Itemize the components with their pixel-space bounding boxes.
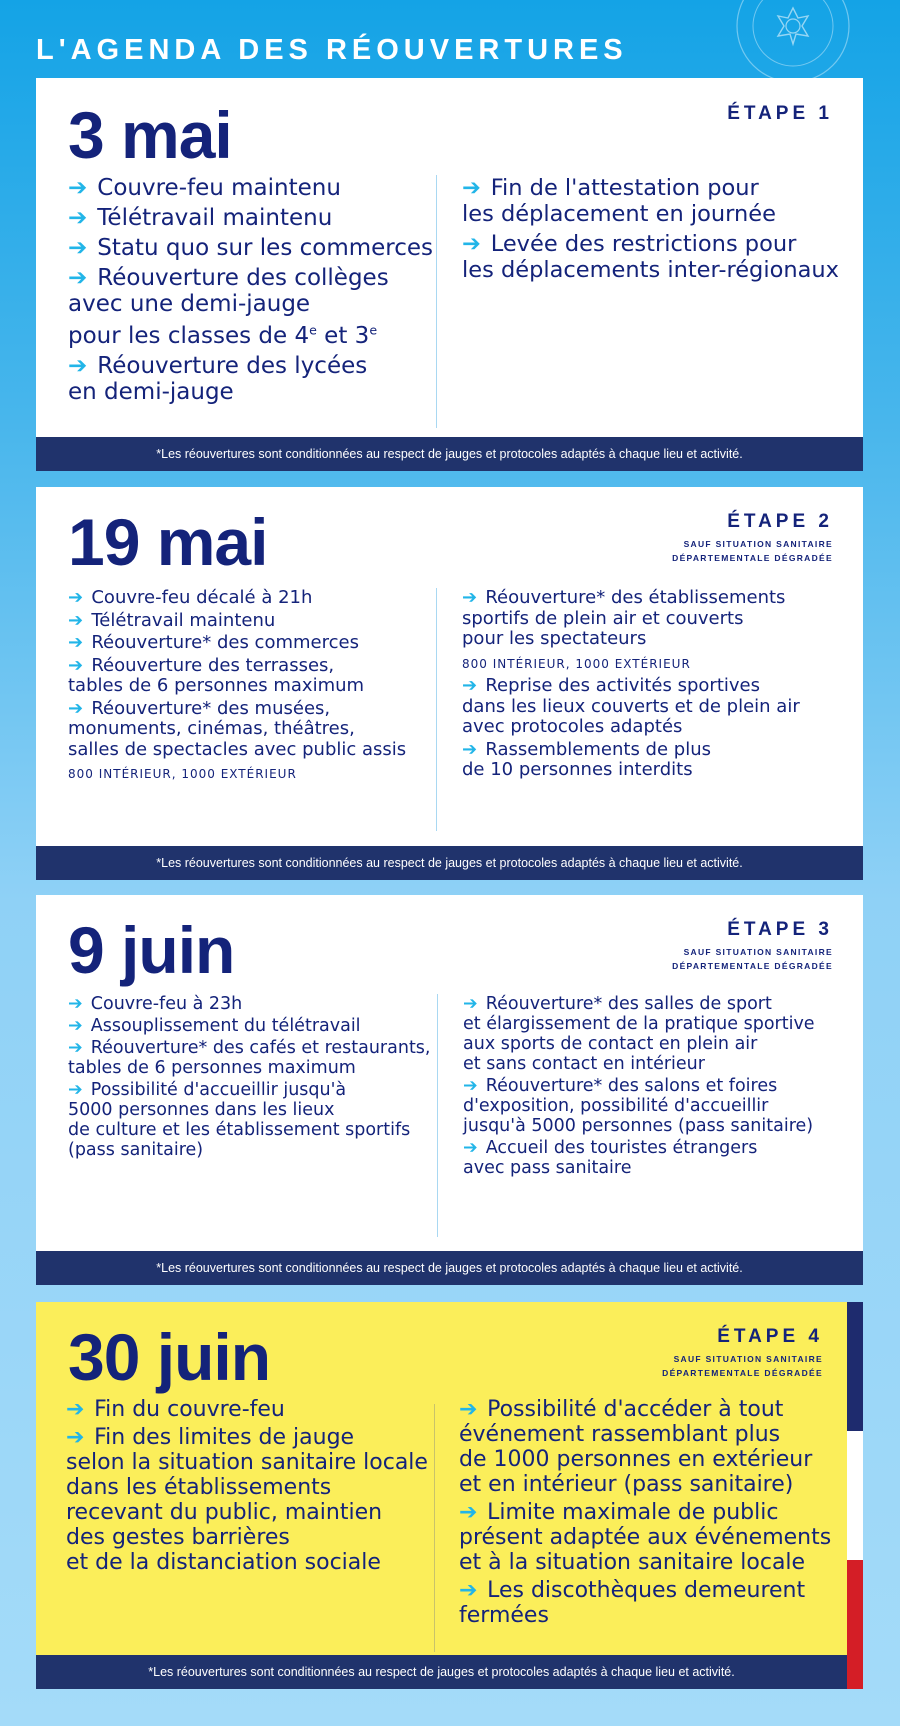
arrow-right-icon: ➔ — [68, 235, 96, 261]
arrow-right-icon: ➔ — [68, 654, 90, 676]
arrow-right-icon: ➔ — [68, 175, 96, 201]
list-item — [68, 656, 448, 697]
arrow-right-icon: ➔ — [68, 697, 90, 719]
list-item-text: Réouverture* des salons et foires d'exposition, possibilité d'accueillir jusqu'à 5000 personnes (pass sanitaire) — [463, 1076, 814, 1136]
list-item — [68, 235, 448, 261]
list-item — [66, 1397, 436, 1422]
list-item — [66, 1425, 436, 1575]
step-card-2 — [36, 487, 863, 880]
arrow-right-icon: ➔ — [68, 632, 90, 653]
footnote-bar: *Les réouvertures sont conditionnées au respect de jauges et protocoles adaptés à chaque lieu et activité. — [36, 437, 863, 471]
step-label — [662, 1326, 823, 1380]
step-label — [672, 511, 833, 565]
list-item — [459, 1397, 844, 1497]
step-condition-line-1: SAUF SITUATION SANITAIRE — [683, 947, 833, 957]
step-number: ÉTAPE 2 — [727, 511, 833, 532]
list-item-text: Fin du couvre-feu — [94, 1397, 285, 1422]
arrow-right-icon: ➔ — [68, 1080, 89, 1100]
arrow-right-icon: ➔ — [68, 352, 96, 379]
step-condition — [662, 1352, 823, 1380]
arrow-right-icon: ➔ — [463, 994, 484, 1014]
list-item-text: Réouverture des lycées en demi-jauge — [68, 352, 368, 405]
step-label — [672, 919, 833, 973]
footnote-bar: *Les réouvertures sont conditionnées au respect de jauges et protocoles adaptés à chaque lieu et activité. — [36, 1251, 863, 1285]
arrow-right-icon: ➔ — [459, 1500, 486, 1525]
list-item-text: Limite maximale de public présent adaptée aux événements et à la situation sanitaire locale — [459, 1500, 832, 1575]
list-item-text: Couvre-feu décalé à 21h — [91, 587, 313, 608]
step-card-1 — [36, 78, 863, 471]
arrow-right-icon: ➔ — [459, 1578, 486, 1603]
list-item — [462, 231, 852, 283]
footnote-bar: *Les réouvertures sont conditionnées au respect de jauges et protocoles adaptés à chaque lieu et activité. — [36, 1655, 847, 1689]
capacity-note: 800 INTÉRIEUR, 1000 EXTÉRIEUR — [68, 767, 297, 781]
step-number: ÉTAPE 1 — [727, 103, 833, 124]
step-condition — [672, 537, 833, 565]
arrow-right-icon: ➔ — [68, 265, 96, 291]
step-card-3 — [36, 895, 863, 1285]
left-column — [68, 994, 453, 1162]
arrow-right-icon: ➔ — [462, 738, 484, 760]
step-date: 3 mai — [68, 98, 232, 172]
list-item — [459, 1500, 844, 1575]
list-item — [463, 1138, 853, 1178]
right-column — [463, 994, 853, 1180]
list-item-text: Réouverture* des salles de sport et élargissement de la pratique sportive aux sports de contact en plein air et sans contact en intérieur — [463, 994, 815, 1074]
list-item — [463, 994, 853, 1074]
arrow-right-icon: ➔ — [68, 609, 90, 631]
arrow-right-icon: ➔ — [463, 1138, 484, 1158]
list-item-text: Reprise des activités sportives dans les lieux couverts et de plein air avec protocoles adaptés — [462, 675, 800, 737]
list-item — [462, 175, 852, 227]
list-item-text: Réouverture des collèges avec une demi-jauge pour les classes de 4e et 3e — [68, 265, 389, 349]
left-column — [68, 588, 448, 787]
french-flag-stripes — [847, 1302, 863, 1689]
step-condition-line-1: SAUF SITUATION SANITAIRE — [673, 1354, 823, 1364]
list-item-text: Rassemblements de plus de 10 personnes interdits — [462, 738, 711, 780]
arrow-right-icon: ➔ — [66, 1397, 93, 1422]
arrow-right-icon: ➔ — [68, 1016, 89, 1036]
list-item-text: Réouverture des terrasses, tables de 6 personnes maximum — [68, 654, 365, 696]
list-item-text: Possibilité d'accueillir jusqu'à 5000 personnes dans les lieux de culture et les établissement sportifs (pass sanitaire) — [68, 1080, 411, 1160]
list-item-text: Réouverture* des établissements sportifs de plein air et couverts pour les spectateurs — [462, 587, 786, 649]
arrow-right-icon: ➔ — [68, 205, 96, 231]
arrow-right-icon: ➔ — [462, 231, 489, 257]
list-item-text: Les discothèques demeurent fermées — [459, 1578, 806, 1628]
footnote-bar: *Les réouvertures sont conditionnées au respect de jauges et protocoles adaptés à chaque lieu et activité. — [36, 846, 863, 880]
list-item — [68, 611, 448, 632]
flag-blue-stripe — [847, 1302, 863, 1431]
list-item — [68, 633, 448, 654]
arrow-right-icon: ➔ — [459, 1397, 486, 1422]
column-divider — [436, 175, 437, 428]
list-item-text: Réouverture* des commerces — [91, 632, 359, 653]
list-item — [68, 588, 448, 609]
arrow-right-icon: ➔ — [462, 175, 489, 201]
arrow-right-icon: ➔ — [68, 994, 89, 1014]
list-item-text: Couvre-feu maintenu — [97, 175, 341, 201]
list-item-text: Statu quo sur les commerces — [97, 235, 434, 261]
arrow-right-icon: ➔ — [66, 1425, 93, 1450]
list-item-text: Levée des restrictions pour les déplacements inter-régionaux — [462, 231, 839, 283]
step-condition-line-2: DÉPARTEMENTALE DÉGRADÉE — [672, 961, 833, 971]
list-item — [68, 1038, 453, 1078]
step-condition-line-2: DÉPARTEMENTALE DÉGRADÉE — [662, 1368, 823, 1378]
arrow-right-icon: ➔ — [68, 587, 90, 608]
list-item — [68, 175, 448, 201]
page-title: L'AGENDA DES RÉOUVERTURES — [36, 34, 628, 66]
list-item-text: Fin de l'attestation pour les déplacement en journée — [462, 175, 776, 227]
column-divider — [437, 994, 438, 1237]
left-column — [66, 1397, 436, 1578]
step-number: ÉTAPE 3 — [727, 919, 833, 940]
list-item — [68, 265, 448, 349]
right-column — [462, 175, 852, 287]
list-item-text: Fin des limites de jauge selon la situation sanitaire locale dans les établissements recevant du public, maintien des gestes barrières et de la distanciation sociale — [66, 1425, 428, 1575]
arrow-right-icon: ➔ — [462, 587, 484, 608]
step-condition — [672, 945, 833, 973]
list-item-text: Possibilité d'accéder à tout événement rassemblant plus de 1000 personnes en extérieur et en intérieur (pass sanitaire) — [459, 1397, 813, 1497]
column-divider — [436, 588, 437, 831]
flag-red-stripe — [847, 1560, 863, 1689]
arrow-right-icon: ➔ — [462, 675, 484, 696]
list-item — [459, 1578, 844, 1628]
left-column — [68, 175, 448, 409]
step-condition-line-1: SAUF SITUATION SANITAIRE — [683, 539, 833, 549]
list-item-text: Réouverture* des musées, monuments, cinémas, théâtres, salles de spectacles avec public assis — [68, 697, 407, 760]
list-item-text: Assouplissement du télétravail — [90, 1016, 361, 1036]
arrow-right-icon: ➔ — [68, 1038, 89, 1058]
step-number: ÉTAPE 4 — [717, 1326, 823, 1347]
list-item — [462, 676, 852, 738]
step-date: 9 juin — [68, 913, 235, 987]
step-date: 19 mai — [68, 505, 268, 579]
column-divider — [434, 1404, 435, 1652]
list-item-text: Réouverture* des cafés et restaurants, tables de 6 personnes maximum — [68, 1038, 431, 1078]
list-item — [68, 699, 448, 785]
right-column — [459, 1397, 844, 1631]
list-item — [68, 994, 453, 1014]
republic-seal-icon — [728, 0, 858, 86]
flag-white-stripe — [847, 1431, 863, 1560]
arrow-right-icon: ➔ — [463, 1076, 484, 1096]
step-condition-line-2: DÉPARTEMENTALE DÉGRADÉE — [672, 553, 833, 563]
list-item — [68, 1080, 453, 1160]
list-item — [462, 588, 852, 674]
list-item — [68, 205, 448, 231]
list-item-text: Télétravail maintenu — [97, 205, 333, 231]
capacity-note: 800 INTÉRIEUR, 1000 EXTÉRIEUR — [462, 656, 691, 671]
list-item — [68, 353, 448, 405]
step-label — [727, 103, 833, 125]
list-item — [462, 740, 852, 781]
step-date: 30 juin — [68, 1320, 271, 1394]
list-item-text: Télétravail maintenu — [91, 609, 276, 631]
list-item — [463, 1076, 853, 1136]
list-item-text: Couvre-feu à 23h — [90, 994, 243, 1014]
list-item — [68, 1016, 453, 1036]
right-column — [462, 588, 852, 783]
step-card-4 — [36, 1302, 863, 1689]
list-item-text: Accueil des touristes étrangers avec pass sanitaire — [463, 1138, 758, 1178]
